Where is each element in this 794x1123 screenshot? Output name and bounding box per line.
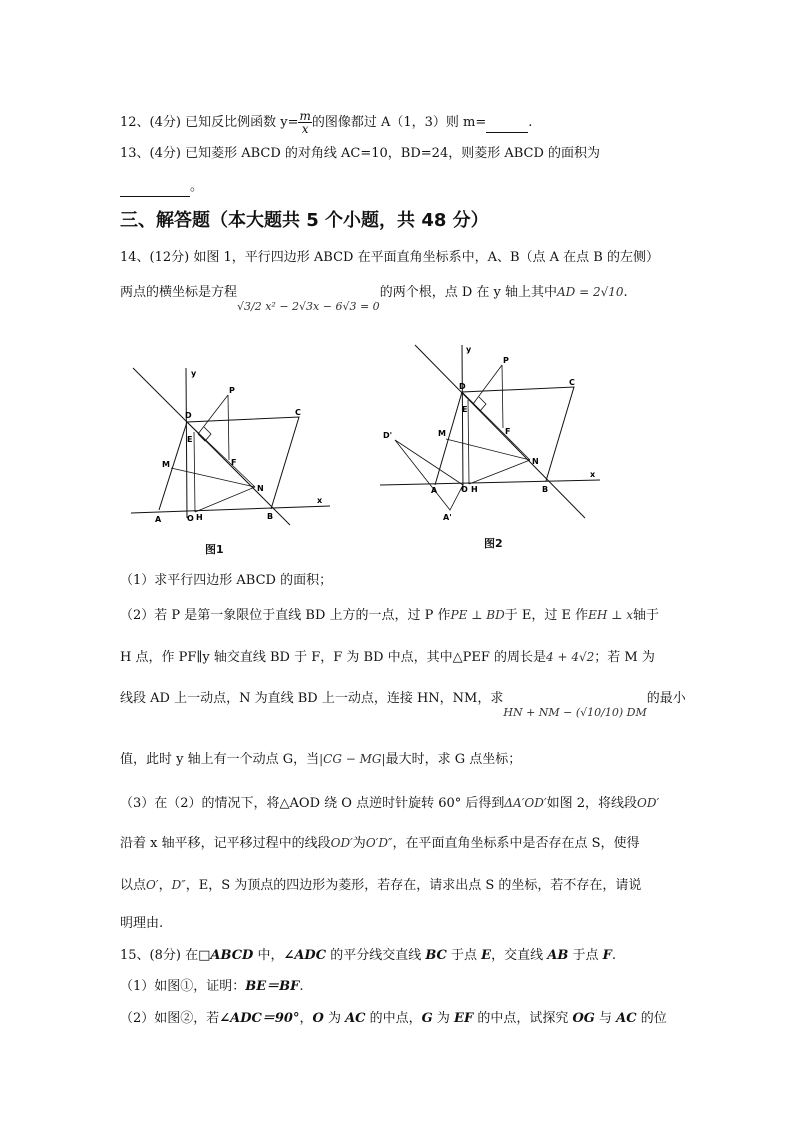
fig1-label-f: F xyxy=(231,458,237,467)
fig2-label-x: x xyxy=(590,470,596,479)
q14-p2l1-m2: EH ⊥ x xyxy=(588,608,634,622)
figure-1 xyxy=(125,360,340,530)
q14-p3l3-m2: D″ xyxy=(171,878,186,892)
q14-p3l2-a: 沿着 x 轴平移，记平移过程中的线段 xyxy=(120,836,331,851)
fig1-label-m: M xyxy=(162,460,170,469)
q14-part3-line3 xyxy=(120,876,641,895)
fig2-label-y: y xyxy=(466,345,472,354)
q15-l1-m2: ∠ADC xyxy=(283,948,327,963)
q15-p2-f: 的中点，试探究 xyxy=(473,1011,573,1026)
q14-p3l3-sep: ， xyxy=(158,878,172,893)
q13-end: 。 xyxy=(190,179,204,194)
q14-part3-line4 xyxy=(120,915,163,933)
figure-1-caption: 图1 xyxy=(205,543,224,556)
q15-p1-b: . xyxy=(299,979,304,994)
q14-p3l2-m1: OD′ xyxy=(330,836,353,850)
fig2-right-angle xyxy=(473,397,486,411)
q14-part1-text: （1）求平行四边形 ABCD 的面积； xyxy=(120,573,333,588)
q14-part1 xyxy=(120,572,332,590)
fig2-label-o: O xyxy=(461,485,468,494)
q15-p2-m6: OG xyxy=(572,1011,595,1026)
fig1-segment-pe xyxy=(198,395,228,434)
question-13 xyxy=(120,145,600,163)
q14-p2l1-c: 轴于 xyxy=(633,608,660,623)
fig1-label-e: E xyxy=(187,435,193,444)
q13-answer-blank xyxy=(120,178,190,197)
fig2-label-p: P xyxy=(503,356,509,365)
q14-p3l3-a: 以点 xyxy=(120,878,147,893)
q14-p2l1-a: （2）若 P 是第一象限位于直线 BD 上方的一点，过 P 作 xyxy=(120,608,451,623)
q15-l1-b: 中， xyxy=(253,948,284,963)
q15-l1-a: 15、(8分) 在 xyxy=(120,948,199,963)
fig2-label-h: H xyxy=(471,485,478,494)
q14-line1-text: 14、(12分) 如图 1，平行四边形 ABCD 在平面直角坐标系中，A、B（点 A 在点 B 的左侧） xyxy=(120,250,659,265)
q13-text: 13、(4分) 已知菱形 ABCD 的对角线 AC=10，BD=24，则菱形 ABCD 的面积为 xyxy=(120,146,601,161)
fig1-segment-dn xyxy=(187,422,255,487)
q12-prefix: 12、(4分) 已知反比例函数 y= xyxy=(120,115,299,130)
q15-part2 xyxy=(120,1010,667,1028)
q12-answer-blank xyxy=(486,114,528,133)
question-13-answer-line xyxy=(120,178,203,197)
q14-p2l3-m: HN + NM − (√10/10) DM xyxy=(503,706,647,719)
q15-p2-c: 为 xyxy=(323,1011,346,1026)
q14-part3-line1 xyxy=(120,794,659,813)
fig2-segment-pf xyxy=(502,365,503,428)
fig1-segment-pf xyxy=(228,395,229,460)
q15-p2-m5: EF xyxy=(454,1011,474,1026)
fig1-label-h: H xyxy=(196,513,203,522)
q14-line1 xyxy=(120,249,659,267)
q14-part2-line4 xyxy=(120,750,521,769)
figure-2 xyxy=(375,340,615,525)
q15-p2-m2: O xyxy=(312,1011,324,1026)
q14-p3l1-a: （3）在（2）的情况下，将△AOD 绕 O 点逆时针旋转 60° 后得到 xyxy=(120,796,505,811)
fig2-rotated-triangle xyxy=(395,440,463,510)
fig2-label-e: E xyxy=(462,405,468,414)
fig1-label-a: A xyxy=(155,515,162,524)
q14-line2-b: 的两个根，点 D 在 y 轴上其中 xyxy=(379,285,557,300)
q15-p2-b: ， xyxy=(299,1011,313,1026)
question-12 xyxy=(120,110,532,135)
fig1-label-p: P xyxy=(229,386,235,395)
fig2-label-d: D xyxy=(459,382,466,391)
q14-p3l1-b: 如图 2，将线段 xyxy=(546,796,638,811)
q14-p3l1-m1: ΔA′OD′ xyxy=(504,796,547,810)
fig1-label-x: x xyxy=(317,496,323,505)
q12-end: . xyxy=(528,115,533,130)
q15-l1-m4: E xyxy=(481,948,492,963)
q14-p2l1-m1: PE ⊥ BD xyxy=(450,608,505,622)
fig1-label-b: B xyxy=(267,512,274,521)
q14-p3l3-b: ，E，S 为顶点的四边形为菱形，若存在，请求出点 S 的坐标，若不存在，请说 xyxy=(185,878,642,893)
fig1-line-bd xyxy=(133,368,290,525)
fig2-label-n: N xyxy=(532,457,539,466)
fig2-label-m: M xyxy=(438,429,446,438)
fig1-label-y: y xyxy=(191,369,197,378)
q14-p3l3-m1: O′ xyxy=(146,878,159,892)
q15-l1-m3: BC xyxy=(425,948,447,963)
fig2-segment-odp xyxy=(395,440,463,485)
q14-p2l2-b: ；若 M 为 xyxy=(594,650,655,665)
q14-p2l4-b: 最大时，求 G 点坐标； xyxy=(385,752,522,767)
q15-p1-a: （1）如图①，证明： xyxy=(120,979,246,994)
fig2-label-f: F xyxy=(505,427,511,436)
q15-p2-m1: ∠ADC＝90° xyxy=(219,1011,300,1026)
q15-p1-m: BE＝BF xyxy=(245,979,300,994)
fig2-label-ap: A' xyxy=(443,513,452,522)
q15-p2-e: 为 xyxy=(432,1011,455,1026)
fig2-segment-dn xyxy=(462,392,530,460)
q15-l1-f: 于点 xyxy=(568,948,603,963)
q14-line2-a: 两点的横坐标是方程 xyxy=(120,285,238,300)
q14-part2-line1 xyxy=(120,606,659,625)
fig1-label-d: D xyxy=(185,411,192,420)
q15-l1-m6: F xyxy=(602,948,612,963)
fig1-segment-eh xyxy=(194,432,195,512)
fig1-label-o: O xyxy=(187,514,194,523)
q14-ad-length: AD = 2√10 xyxy=(556,285,624,299)
q14-equation: √3/2 x² − 2√3x − 6√3 = 0 xyxy=(237,300,380,313)
fig2-x-axis xyxy=(380,480,600,485)
q14-part3-line2 xyxy=(120,834,640,853)
q14-p2l3-b: 的最小 xyxy=(646,691,686,706)
fig2-segment-pe xyxy=(473,365,502,404)
figure-2-caption: 图2 xyxy=(484,537,503,550)
q14-part2-line2 xyxy=(120,648,655,667)
q15-p2-m4: G xyxy=(421,1011,433,1026)
fig1-label-n: N xyxy=(257,484,264,493)
q14-p2l4-a: 值，此时 y 轴上有一个动点 G，当 xyxy=(120,752,320,767)
q15-l1-e: ，交直线 xyxy=(491,948,548,963)
q14-p2l4-m: |CG − MG| xyxy=(319,752,386,766)
q15-p2-m7: AC xyxy=(616,1011,637,1026)
q14-line2 xyxy=(120,283,628,313)
fig2-segment-hn xyxy=(469,460,530,484)
fig2-label-c: C xyxy=(569,378,575,387)
q15-p2-a: （2）如图②，若 xyxy=(120,1011,220,1026)
q12-frac-den: x xyxy=(301,122,309,136)
q15-p2-h: 的位 xyxy=(636,1011,667,1026)
q14-p3l1-m2: OD′ xyxy=(637,796,660,810)
q14-p3l2-c: ，在平面直角坐标系中是否存在点 S，使得 xyxy=(392,836,640,851)
q12-frac-num: m xyxy=(299,109,311,123)
q15-l1-g: . xyxy=(611,948,616,963)
q14-p2l3-a: 线段 AD 上一动点，N 为直线 BD 上一动点，连接 HN，NM，求 xyxy=(120,691,504,706)
q12-suffix: 的图像都过 A（1，3）则 m= xyxy=(311,115,487,130)
q14-p3l2-m2: O′D″ xyxy=(365,836,393,850)
q14-p3l4-text: 明理由. xyxy=(120,916,164,931)
fig2-label-a: A xyxy=(431,486,438,495)
fig1-segment-hn xyxy=(195,487,255,512)
q14-p2l2-m: 4 + 4√2 xyxy=(546,650,595,664)
q15-l1-d: 于点 xyxy=(446,948,482,963)
q14-p3l2-b: 为 xyxy=(352,836,366,851)
q15-p2-m3: AC xyxy=(345,1011,366,1026)
fig2-label-dp: D' xyxy=(383,431,393,440)
q12-fraction xyxy=(298,110,311,135)
q15-line1 xyxy=(120,947,616,965)
fig2-label-b: B xyxy=(542,485,549,494)
section-3-heading: 三、解答题（本大题共 5 个小题，共 48 分） xyxy=(120,210,489,231)
q15-l1-m: □ABCD xyxy=(198,948,254,963)
q15-p2-g: 与 xyxy=(594,1011,617,1026)
fig2-y-axis xyxy=(462,345,463,490)
q14-part2-line3 xyxy=(120,690,686,719)
q15-l1-m5: AB xyxy=(547,948,569,963)
fig1-x-axis xyxy=(131,506,330,513)
fig2-segment-eh xyxy=(468,400,469,484)
fig1-label-c: C xyxy=(295,408,301,417)
q15-p2-d: 的中点， xyxy=(365,1011,422,1026)
q14-p2l1-b: 于 E，过 E 作 xyxy=(504,608,589,623)
q15-l1-c: 的平分线交直线 xyxy=(326,948,426,963)
q14-p2l2-a: H 点，作 PF∥y 轴交直线 BD 于 F，F 为 BD 中点，其中△PEF 的周长是 xyxy=(120,650,547,665)
q15-part1 xyxy=(120,978,304,996)
q14-line2-end: . xyxy=(623,285,628,300)
